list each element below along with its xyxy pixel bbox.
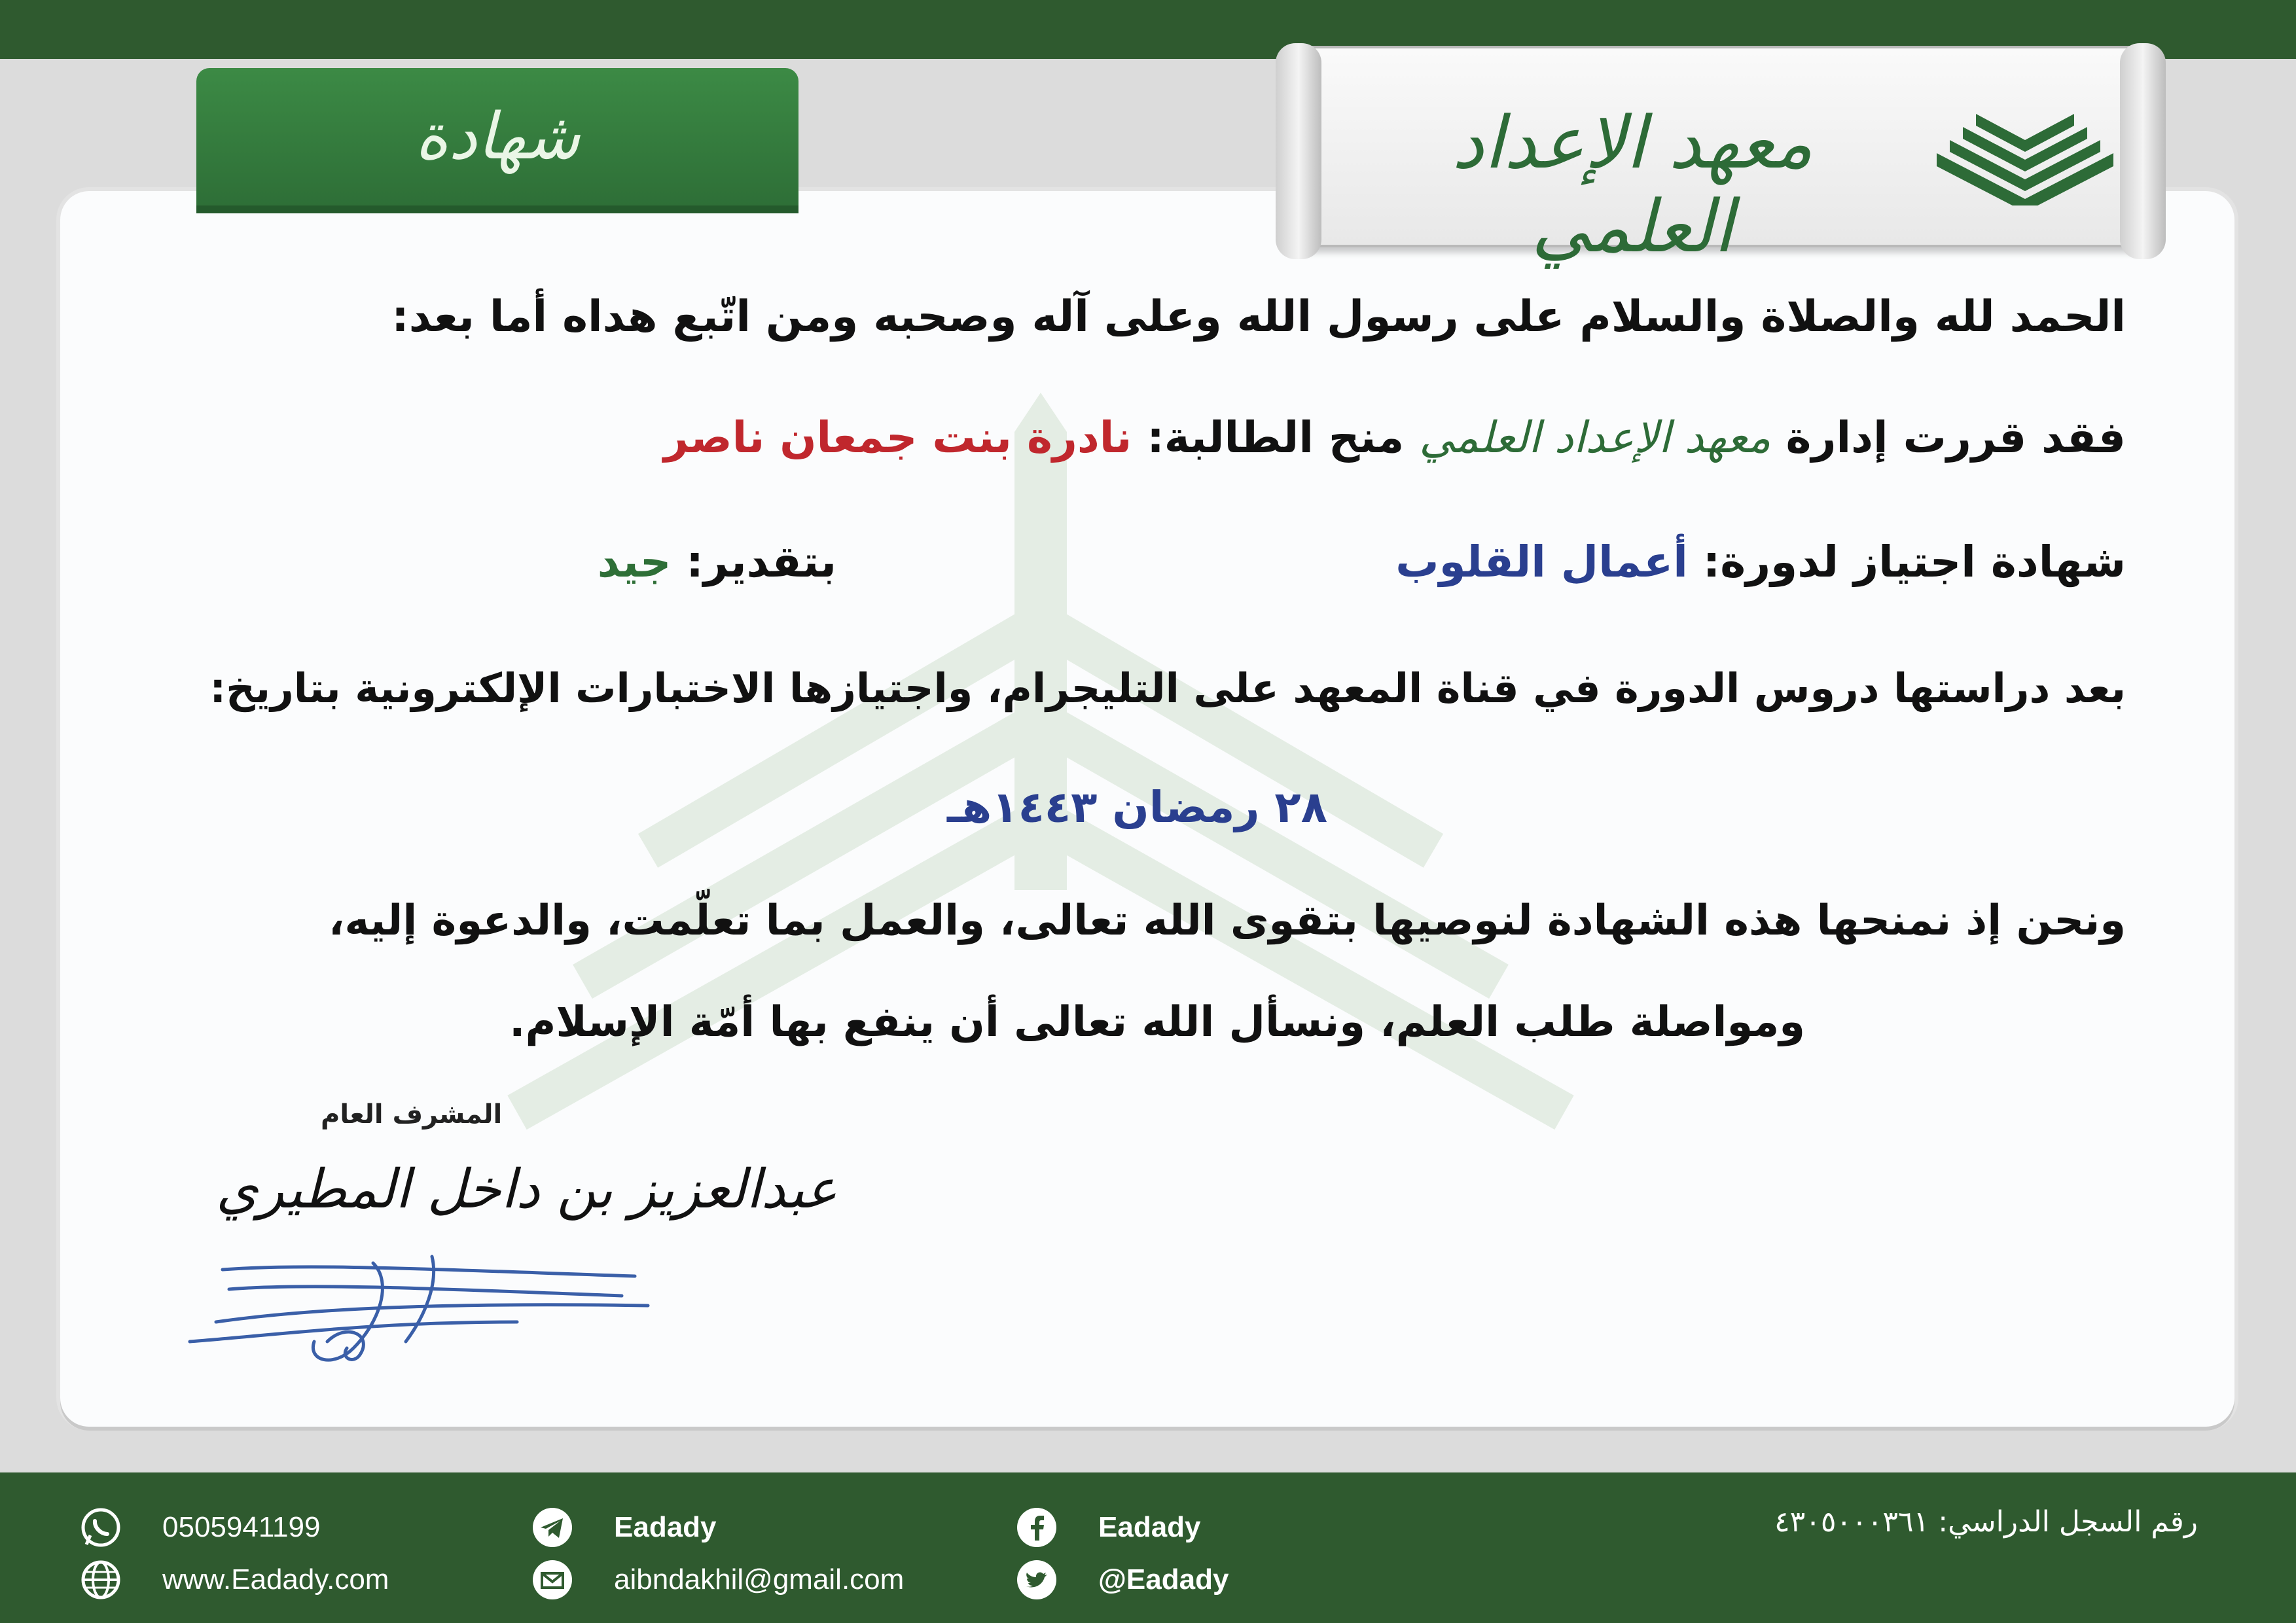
facebook-icon bbox=[1014, 1505, 1059, 1550]
certificate-title: شهادة bbox=[414, 99, 581, 174]
advice-line-2: ومواصلة طلب العلم، ونسأل الله تعالى أن ينفع بها أمّة الإسلام. bbox=[509, 998, 1805, 1046]
footer-website[interactable] bbox=[79, 1558, 389, 1602]
inline-institute-name: معهد الإعداد العلمي bbox=[1419, 412, 1771, 463]
email-text: aibndakhil@gmail.com bbox=[614, 1563, 905, 1596]
advice-line-1: ونحن إذ نمنحها هذه الشهادة لنوصيها بتقوى الله تعالى، والعمل بما تعلّمت، والدعوة إليه، bbox=[329, 897, 2126, 945]
globe-icon bbox=[79, 1558, 123, 1602]
grade-label: بتقدير: bbox=[686, 537, 836, 587]
student-name: نادرة بنت جمعان ناصر bbox=[663, 412, 1132, 463]
course-line bbox=[1395, 537, 2126, 587]
footer-facebook[interactable] bbox=[1014, 1505, 1201, 1550]
opening-line: الحمد لله والصلاة والسلام على رسول الله وعلى آله وصحبه ومن اتّبع هداه أما بعد: bbox=[391, 291, 2126, 342]
mail-icon bbox=[530, 1558, 575, 1602]
course-name: أعمال القلوب bbox=[1395, 537, 1688, 587]
record-value: ٤٣٠٥٠٠٠٣٦١ bbox=[1774, 1505, 1929, 1539]
study-line: بعد دراستها دروس الدورة في قناة المعهد على التليجرام، واجتيازها الاختبارات الإلكترونية بتاريخ: bbox=[209, 664, 2126, 712]
grade-value: جيد bbox=[597, 537, 672, 587]
institute-logo-text: معهد الإعداد العلمي bbox=[1452, 101, 1813, 268]
footer-email[interactable] bbox=[530, 1558, 904, 1602]
course-label: شهادة اجتياز لدورة: bbox=[1702, 537, 2126, 587]
footer-bar bbox=[0, 1472, 2296, 1623]
phone-text: 0505941199 bbox=[162, 1511, 321, 1543]
telegram-text: Eadady bbox=[614, 1511, 717, 1543]
facebook-text: Eadady bbox=[1098, 1511, 1201, 1543]
institute-banner bbox=[1299, 46, 2142, 268]
study-record bbox=[1774, 1505, 2198, 1539]
exam-date: ٢٨ رمضان ١٤٤٣هـ bbox=[946, 782, 1327, 832]
decision-line bbox=[664, 412, 2126, 463]
twitter-text: @Eadady bbox=[1098, 1563, 1229, 1596]
whatsapp-icon bbox=[79, 1505, 123, 1550]
footer-twitter[interactable] bbox=[1014, 1558, 1229, 1602]
supervisor-name: عبدالعزيز بن داخل المطيري bbox=[216, 1158, 838, 1221]
student-label: منح الطالبة: bbox=[1147, 412, 1405, 463]
record-label: رقم السجل الدراسي: bbox=[1938, 1505, 2198, 1539]
twitter-icon bbox=[1014, 1558, 1059, 1602]
footer-telegram[interactable] bbox=[530, 1505, 717, 1550]
supervisor-title: المشرف العام bbox=[321, 1099, 503, 1130]
decision-prefix: فقد قررت إدارة bbox=[1785, 412, 2126, 463]
telegram-icon bbox=[530, 1505, 575, 1550]
handwritten-signature bbox=[177, 1243, 661, 1374]
footer-phone[interactable] bbox=[79, 1505, 320, 1550]
certificate-tab bbox=[196, 68, 798, 213]
open-book-icon bbox=[1930, 101, 2120, 205]
grade-line bbox=[598, 537, 836, 587]
website-text: www.Eadady.com bbox=[162, 1563, 389, 1596]
